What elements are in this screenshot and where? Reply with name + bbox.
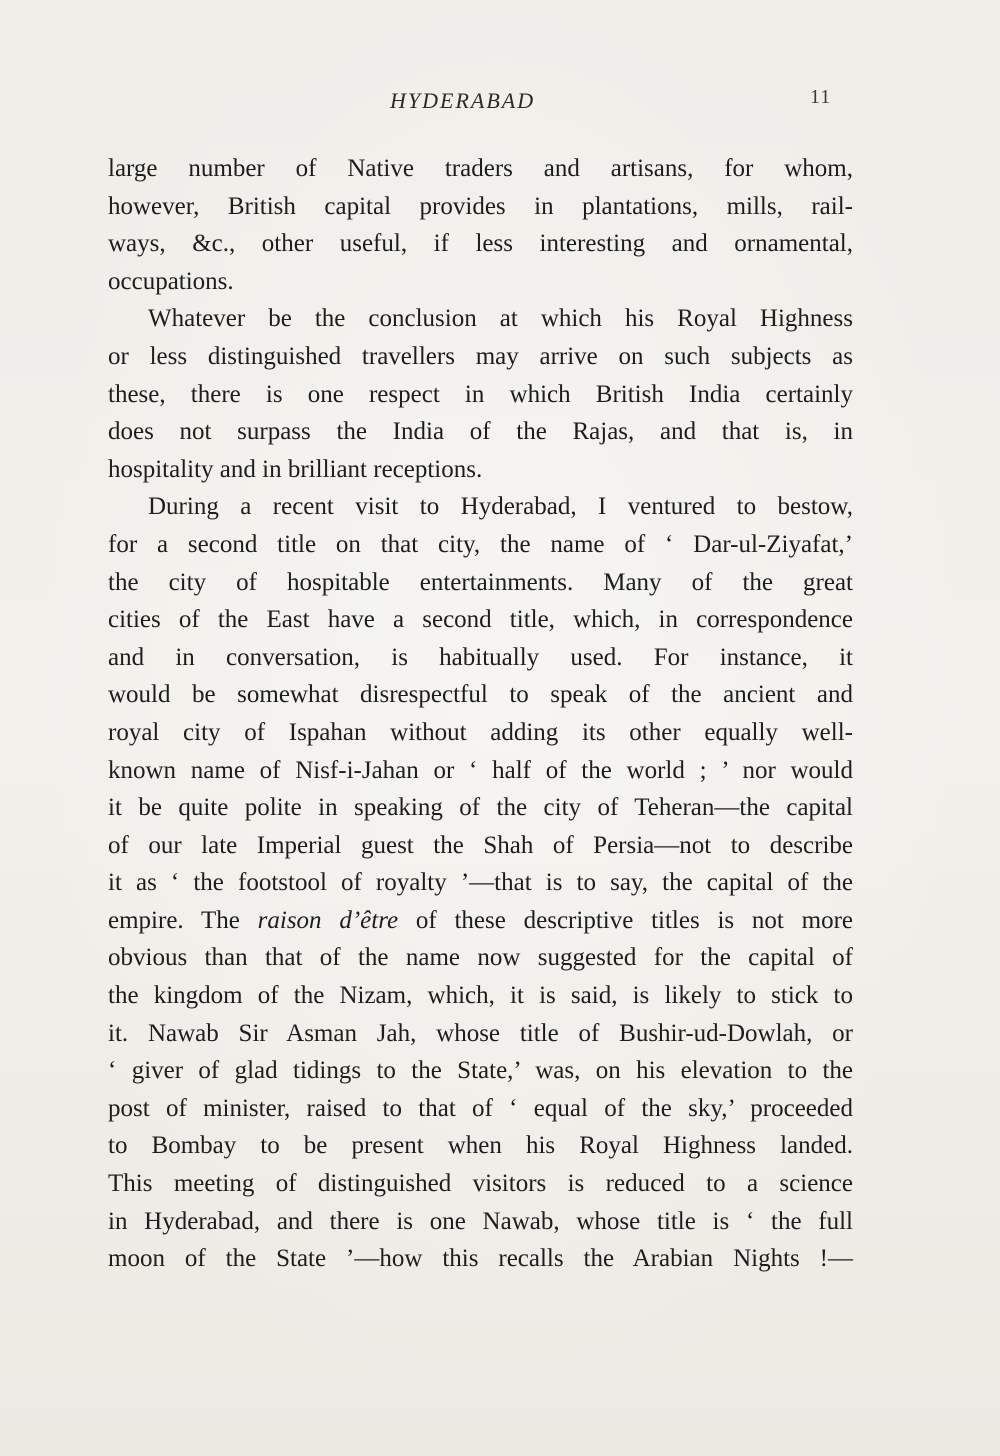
text-line: Whatever be the conclusion at which his Royal Highness — [148, 305, 853, 333]
text-fragment: empire. The — [108, 906, 258, 934]
text-line: or less distinguished travellers may arrive on such subjects as — [108, 342, 853, 370]
body-text — [108, 150, 853, 1278]
running-title: HYDERABAD — [390, 88, 536, 113]
text-line: moon of the State ’—how this recalls the Arabian Nights !— — [108, 1245, 853, 1273]
text-line: known name of Nisf-i-Jahan or ‘ half of the world ; ’ nor would — [108, 756, 853, 784]
text-line: obvious than that of the name now suggested for the capital of — [108, 944, 853, 972]
text-line: for a second title on that city, the name of ‘ Dar-ul-Ziyafat,’ — [108, 530, 853, 558]
text-line: large number of Native traders and artisans, for whom, — [108, 155, 853, 182]
text-line: This meeting of distinguished visitors is reduced to a science — [108, 1170, 853, 1198]
text-line: it. Nawab Sir Asman Jah, whose title of Bushir-ud-Dowlah, or — [108, 1019, 853, 1047]
text-line: During a recent visit to Hyderabad, I ventured to bestow, — [148, 493, 853, 521]
page-number: 11 — [810, 86, 832, 108]
text-line: does not surpass the India of the Rajas, and that is, in — [108, 418, 853, 446]
text-line: occupations. — [108, 267, 234, 295]
text-line: in Hyderabad, and there is one Nawab, whose title is ‘ the full — [108, 1207, 853, 1235]
paragraph-2 — [108, 300, 853, 488]
text-line: to Bombay to be present when his Royal Highness landed. — [108, 1132, 853, 1160]
text-fragment: of these descriptive titles is not more — [398, 906, 854, 934]
text-line: it be quite polite in speaking of the city of Teheran—the capital — [108, 794, 853, 822]
italic-phrase: raison d’être — [257, 906, 399, 934]
text-line: the city of hospitable entertainments. Many of the great — [108, 568, 853, 596]
text-line: ways, &c., other useful, if less interesting and ornamental, — [108, 230, 853, 258]
paragraph-1 — [108, 150, 853, 300]
text-line: hospitality and in brilliant receptions. — [108, 455, 483, 483]
paragraph-3 — [108, 488, 853, 1277]
text-line: the kingdom of the Nizam, which, it is said, is likely to stick to — [108, 982, 853, 1010]
text-line: however, British capital provides in plantations, mills, rail- — [108, 192, 853, 220]
text-line-with-italic — [108, 902, 853, 940]
text-line: these, there is one respect in which British India certainly — [108, 380, 853, 408]
text-line: would be somewhat disrespectful to speak of the ancient and — [108, 681, 853, 709]
text-line: ‘ giver of glad tidings to the State,’ was, on his elevation to the — [108, 1057, 853, 1085]
text-line: and in conversation, is habitually used. For instance, it — [108, 643, 853, 671]
text-line: cities of the East have a second title, which, in correspondence — [108, 606, 853, 634]
text-line: royal city of Ispahan without adding its other equally well- — [108, 718, 853, 746]
text-line: it as ‘ the footstool of royalty ’—that is to say, the capital of the — [108, 869, 853, 897]
text-line: of our late Imperial guest the Shah of Persia—not to describe — [108, 831, 853, 859]
running-head — [0, 82, 1000, 116]
text-line: post of minister, raised to that of ‘ equal of the sky,’ proceeded — [108, 1094, 853, 1122]
